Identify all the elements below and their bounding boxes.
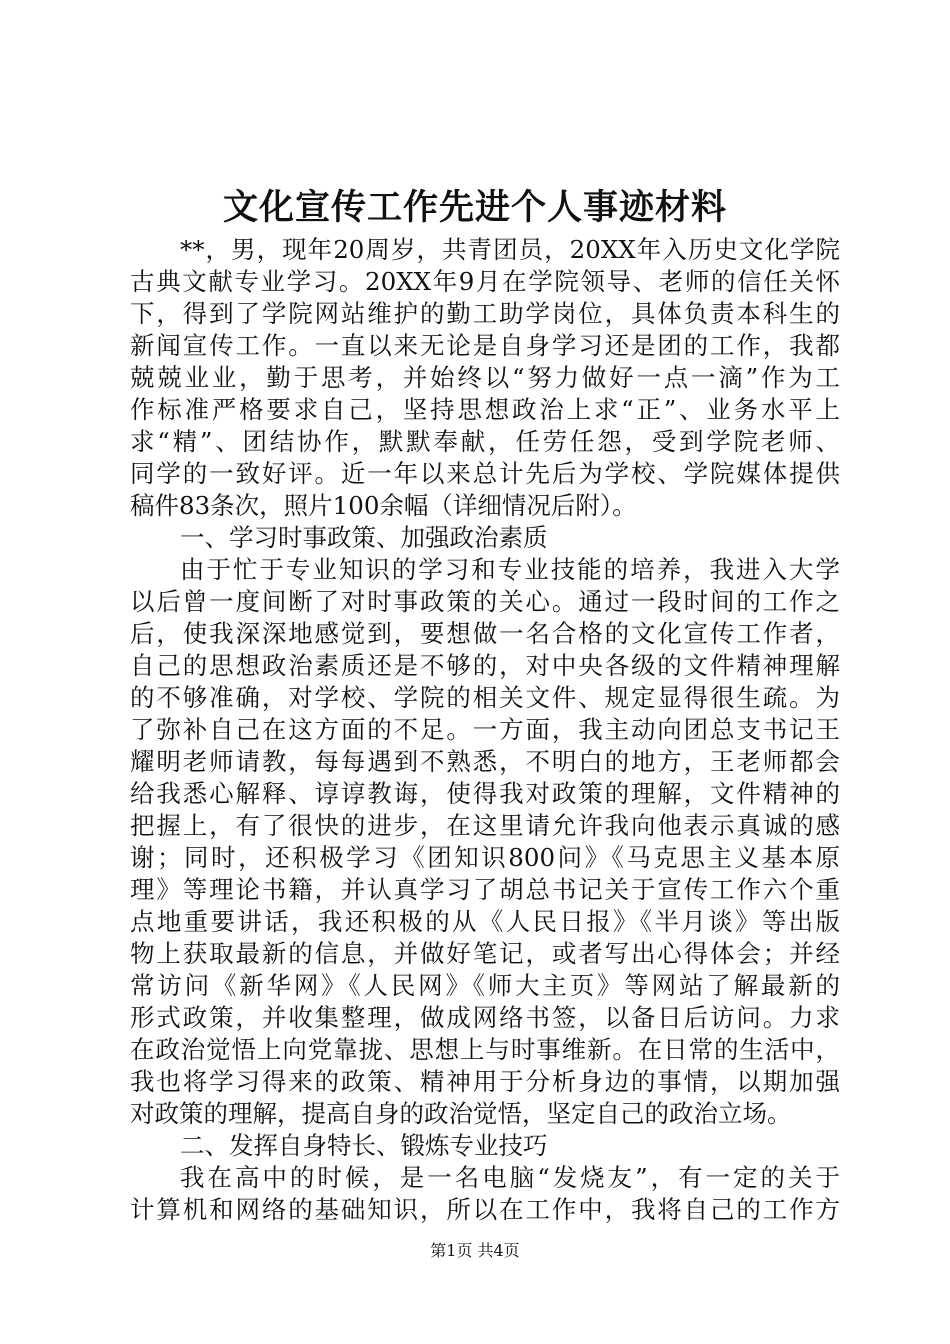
body-line: 给我悉心解释、谆谆教诲，使得我对政策的理解，文件精神的 — [130, 779, 840, 808]
body-line: 对政策的理解，提高自身的政治觉悟，坚定自己的政治立场。 — [130, 1099, 792, 1128]
body-line: 后，使我深深地感觉到，要想做一名合格的文化宣传工作者， — [130, 619, 840, 648]
body-line: 把握上，有了很快的进步，在这里请允许我向他表示真诚的感 — [130, 811, 840, 840]
body-line: 形式政策，并收集整理，做成网络书签，以备日后访问。力求 — [130, 1003, 840, 1032]
body-line: 耀明老师请教，每每遇到不熟悉，不明白的地方，王老师都会 — [130, 747, 840, 776]
body-line: 兢兢业业，勤于思考，并始终以“努力做好一点一滴”作为工 — [130, 363, 840, 392]
body-line: **，男，现年20周岁，共青团员，20XX年入历史文化学院 — [180, 235, 840, 264]
body-line: 由于忙于专业知识的学习和专业技能的培养，我进入大学 — [180, 555, 840, 584]
page-number-footer: 第1页 共4页 — [430, 1241, 520, 1260]
body-line: 理》等理论书籍，并认真学习了胡总书记关于宣传工作六个重 — [130, 875, 840, 904]
section-heading: 二、发挥自身特长、锻炼专业技巧 — [180, 1131, 548, 1160]
body-line: 我在高中的时候，是一名电脑“发烧友”，有一定的关于 — [180, 1163, 840, 1192]
body-line: 在政治觉悟上向党靠拢、思想上与时事维新。在日常的生活中， — [130, 1035, 840, 1064]
body-line: 计算机和网络的基础知识，所以在工作中，我将自己的工作方 — [130, 1195, 840, 1224]
body-line: 作标准严格要求自己，坚持思想政治上求“正”、业务水平上 — [130, 395, 840, 424]
body-line: 物上获取最新的信息，并做好笔记，或者写出心得体会；并经 — [130, 939, 840, 968]
body-line: 以后曾一度间断了对时事政策的关心。通过一段时间的工作之 — [130, 587, 840, 616]
body-line: 的不够准确，对学校、学院的相关文件、规定显得很生疏。为 — [130, 683, 840, 712]
body-line: 自己的思想政治素质还是不够的，对中央各级的文件精神理解 — [130, 651, 840, 680]
body-line: 求“精”、团结协作，默默奉献，任劳任怨，受到学院老师、 — [130, 427, 840, 456]
body-line: 常访问《新华网》《人民网》《师大主页》等网站了解最新的 — [130, 971, 840, 1000]
section-heading: 一、学习时事政策、加强政治素质 — [180, 523, 548, 552]
body-line: 古典文献专业学习。20XX年9月在学院领导、老师的信任关怀 — [130, 267, 840, 296]
body-line: 我也将学习得来的政策、精神用于分析身边的事情，以期加强 — [130, 1067, 840, 1096]
body-line: 下，得到了学院网站维护的勤工助学岗位，具体负责本科生的 — [130, 299, 840, 328]
body-line: 点地重要讲话，我还积极的从《人民日报》《半月谈》等出版 — [130, 907, 840, 936]
body-line: 新闻宣传工作。一直以来无论是自身学习还是团的工作，我都 — [130, 331, 840, 360]
body-line: 同学的一致好评。近一年以来总计先后为学校、学院媒体提供 — [130, 459, 840, 488]
body-line: 了弥补自己在这方面的不足。一方面，我主动向团总支书记王 — [130, 715, 840, 744]
document-title: 文化宣传工作先进个人事迹材料 — [222, 187, 727, 228]
document-body — [130, 234, 840, 1226]
body-line: 谢；同时，还积极学习《团知识800问》《马克思主义基本原 — [130, 843, 840, 872]
body-line: 稿件83条次，照片100余幅（详细情况后附）。 — [130, 491, 637, 520]
